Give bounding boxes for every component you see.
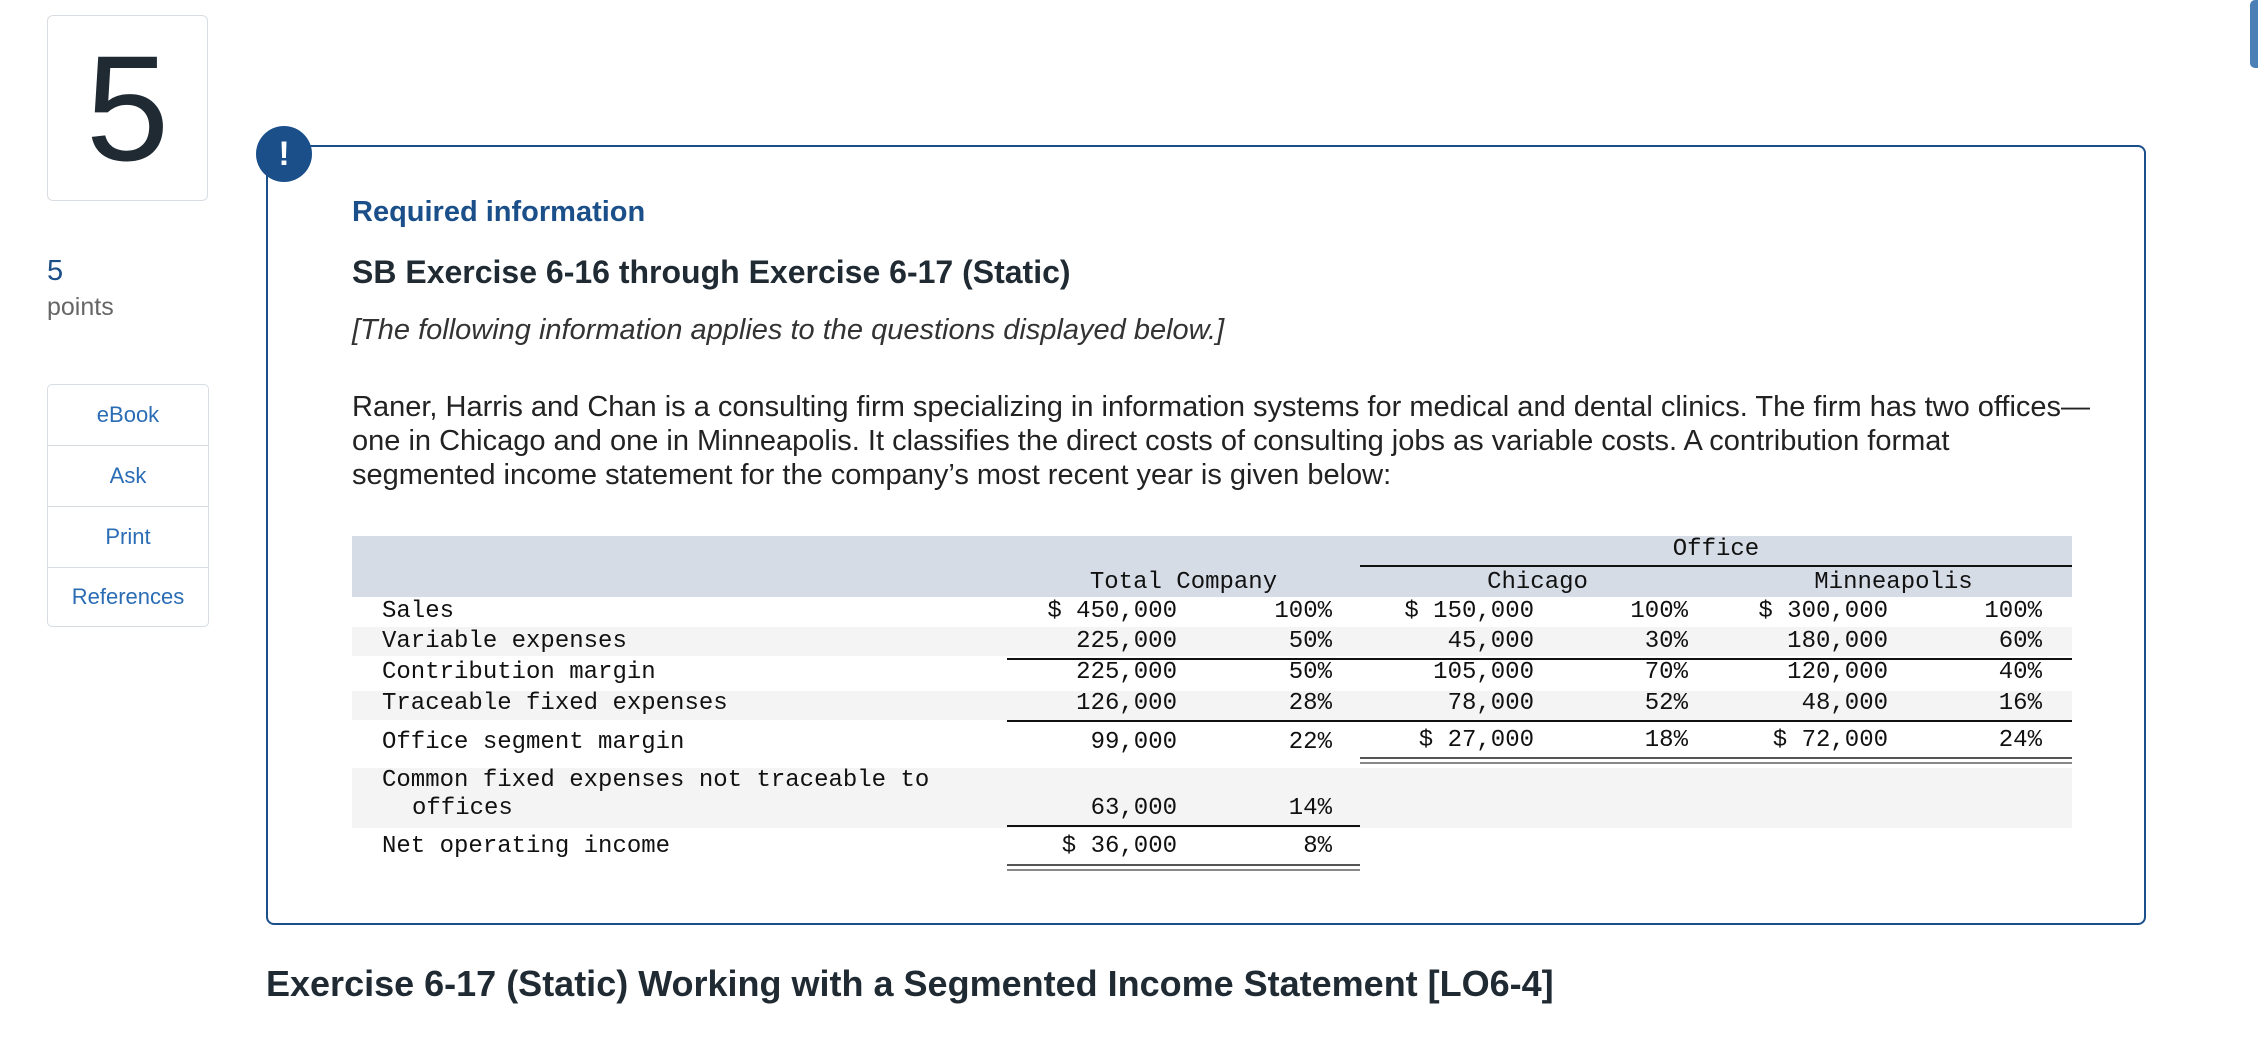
- sales-minneapolis-pct: 100%: [1984, 598, 2042, 625]
- required-info-heading: Required information: [352, 196, 646, 228]
- side-panel-tab[interactable]: [2250, 0, 2258, 68]
- ebook-link[interactable]: eBook: [48, 385, 208, 446]
- cm-total: 225,000: [1076, 659, 1177, 686]
- segment-total-pct: 22%: [1288, 729, 1332, 756]
- exercise-title: SB Exercise 6-16 through Exercise 6-17 (Static): [352, 254, 1071, 290]
- cm-minneapolis: 120,000: [1787, 659, 1888, 686]
- net-income-total: $ 36,000: [1061, 833, 1177, 860]
- row-label-contribution-margin: Contribution margin: [382, 659, 656, 686]
- variable-minneapolis: 180,000: [1787, 628, 1888, 655]
- header-chicago: Chicago: [1487, 569, 1588, 596]
- row-label-common-fixed: Common fixed expenses not traceable to: [382, 767, 930, 794]
- sales-total-pct: 100%: [1274, 598, 1332, 625]
- cm-minneapolis-pct: 40%: [1998, 659, 2042, 686]
- row-label-segment-margin: Office segment margin: [382, 729, 685, 756]
- common-fixed-total-pct: 14%: [1288, 795, 1332, 822]
- header-total-company: Total Company: [1089, 569, 1278, 596]
- sales-minneapolis: $ 300,000: [1758, 598, 1888, 625]
- net-income-total-pct: 8%: [1303, 833, 1332, 860]
- segment-chicago: $ 27,000: [1418, 727, 1534, 754]
- traceable-minneapolis-pct: 16%: [1998, 690, 2042, 717]
- question-number: 5: [47, 15, 208, 201]
- variable-chicago-pct: 30%: [1644, 628, 1688, 655]
- row-label-variable-expenses: Variable expenses: [382, 628, 627, 655]
- segment-minneapolis-pct: 24%: [1998, 727, 2042, 754]
- cm-chicago-pct: 70%: [1644, 659, 1688, 686]
- problem-description: Raner, Harris and Chan is a consulting firm specializing in information systems for medical and dental clinics. The firm has two offices—one in Chicago and one in Minneapolis. It classifies the direct costs of consulting jobs as variable costs. A contribution format segmented income statement for the company’s most recent year is given below:: [352, 391, 2091, 491]
- header-minneapolis: Minneapolis: [1814, 569, 1973, 596]
- cm-total-pct: 50%: [1288, 659, 1332, 686]
- traceable-minneapolis: 48,000: [1801, 690, 1888, 717]
- row-label-traceable-fixed: Traceable fixed expenses: [382, 690, 728, 717]
- alert-icon: !: [256, 126, 312, 182]
- header-office: Office: [1672, 536, 1760, 563]
- double-rule: [1360, 757, 2072, 764]
- traceable-total: 126,000: [1076, 690, 1177, 717]
- traceable-total-pct: 28%: [1288, 690, 1332, 717]
- variable-total-pct: 50%: [1288, 628, 1332, 655]
- exercise-subheading: Exercise 6-17 (Static) Working with a Segmented Income Statement [LO6-4]: [266, 963, 1554, 1004]
- common-fixed-total: 63,000: [1090, 795, 1177, 822]
- question-tools-nav: [47, 384, 209, 627]
- ask-link[interactable]: Ask: [48, 446, 208, 507]
- segment-total: 99,000: [1090, 729, 1177, 756]
- points-value: 5: [47, 255, 64, 287]
- row-label-sales: Sales: [382, 598, 455, 625]
- variable-minneapolis-pct: 60%: [1998, 628, 2042, 655]
- sales-total: $ 450,000: [1047, 598, 1177, 625]
- subtotal-rule: [1007, 720, 2072, 722]
- intro-note: [The following information applies to the questions displayed below.]: [352, 314, 1225, 346]
- traceable-chicago-pct: 52%: [1644, 690, 1688, 717]
- row-label-net-operating-income: Net operating income: [382, 833, 671, 860]
- subtotal-rule: [1007, 825, 1360, 827]
- variable-chicago: 45,000: [1447, 628, 1534, 655]
- sales-chicago: $ 150,000: [1404, 598, 1534, 625]
- double-rule: [1007, 864, 1360, 871]
- segment-chicago-pct: 18%: [1644, 727, 1688, 754]
- row-label-common-fixed-cont: offices: [412, 795, 513, 822]
- sales-chicago-pct: 100%: [1630, 598, 1688, 625]
- segmented-income-statement: [352, 536, 2072, 876]
- cm-chicago: 105,000: [1433, 659, 1534, 686]
- segment-minneapolis: $ 72,000: [1772, 727, 1888, 754]
- traceable-chicago: 78,000: [1447, 690, 1534, 717]
- variable-total: 225,000: [1076, 628, 1177, 655]
- office-rule: [1360, 565, 2072, 567]
- points-label: points: [47, 293, 114, 321]
- print-link[interactable]: Print: [48, 507, 208, 568]
- references-link[interactable]: References: [71, 584, 185, 609]
